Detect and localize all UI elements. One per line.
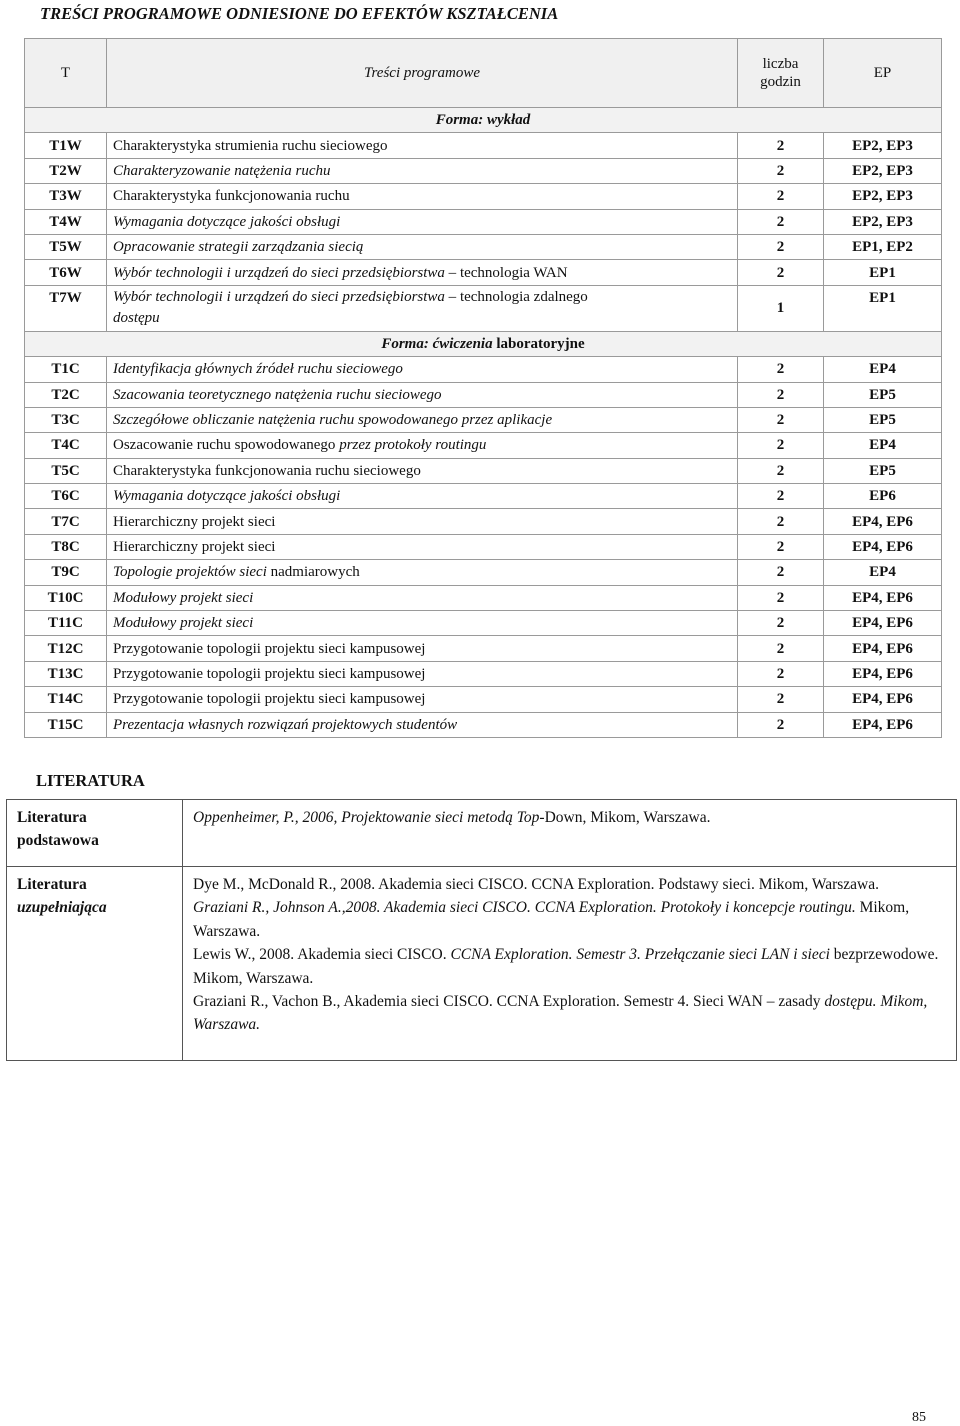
row-hours: 2	[738, 687, 824, 712]
literature-basic-row	[7, 800, 957, 867]
row-hours: 1	[738, 285, 824, 331]
row-text-part: technologia zdalnego	[459, 289, 588, 306]
table-row	[25, 133, 942, 158]
row-hours: 2	[738, 560, 824, 585]
row-hours: 2	[738, 234, 824, 259]
row-code: T7C	[25, 509, 107, 534]
row-ep: EP2, EP3	[824, 184, 942, 209]
literature-table	[6, 799, 957, 1061]
row-text: Charakterystyka funkcjonowania ruchu	[107, 184, 738, 209]
row-hours: 2	[738, 636, 824, 661]
row-text: Szacowania teoretycznego natężenia ruchu sieciowego	[107, 382, 738, 407]
row-code: T7W	[25, 285, 107, 331]
literature-extra-label	[7, 867, 183, 1061]
row-ep: EP6	[824, 484, 942, 509]
row-text: Hierarchiczny projekt sieci	[107, 534, 738, 559]
row-code: T14C	[25, 687, 107, 712]
row-text-part: Wybór technologii i urządzeń do sieci przedsiębiorstwa –	[113, 264, 460, 281]
row-text: Wymagania dotyczące jakości obsługi	[107, 209, 738, 234]
table-row	[25, 534, 942, 559]
table-row	[25, 234, 942, 259]
row-ep: EP4, EP6	[824, 636, 942, 661]
row-text: Modułowy projekt sieci	[107, 585, 738, 610]
literature-extra-item-2-b: Mikom, Warszawa.	[193, 899, 910, 940]
row-hours: 2	[738, 209, 824, 234]
table-row	[25, 687, 942, 712]
table-row	[25, 458, 942, 483]
row-hours: 2	[738, 158, 824, 183]
row-hours: 2	[738, 260, 824, 285]
table-row	[25, 209, 942, 234]
header-hours	[738, 39, 824, 108]
row-code: T12C	[25, 636, 107, 661]
row-ep: EP4, EP6	[824, 687, 942, 712]
row-text: Wymagania dotyczące jakości obsługi	[107, 484, 738, 509]
header-ep: EP	[824, 39, 942, 108]
literature-basic-text-b: -Down, Mikom, Warszawa.	[539, 809, 711, 826]
program-content-table	[24, 38, 942, 738]
row-ep: EP1	[824, 260, 942, 285]
row-code: T8C	[25, 534, 107, 559]
table-row	[25, 585, 942, 610]
literature-extra-label-2: uzupełniająca	[17, 899, 107, 917]
table-row	[25, 636, 942, 661]
table-row	[25, 382, 942, 407]
row-hours: 2	[738, 184, 824, 209]
row-ep: EP4, EP6	[824, 585, 942, 610]
literature-basic-content	[183, 800, 957, 867]
row-code: T11C	[25, 611, 107, 636]
row-ep: EP5	[824, 458, 942, 483]
header-hours-line1: liczba	[762, 56, 799, 72]
row-hours: 2	[738, 712, 824, 737]
literature-extra-item-4-b: dostępu. Mikom, Warszawa.	[193, 993, 928, 1034]
table-row	[25, 712, 942, 737]
row-ep: EP4	[824, 433, 942, 458]
row-text: Identyfikacja głównych źródeł ruchu sieciowego	[107, 357, 738, 382]
row-hours: 2	[738, 133, 824, 158]
form-lab-row	[25, 331, 942, 356]
row-text: Charakteryzowanie natężenia ruchu	[107, 158, 738, 183]
row-hours: 2	[738, 433, 824, 458]
table-row	[25, 407, 942, 432]
literature-extra-item-2	[193, 896, 946, 943]
row-code: T3W	[25, 184, 107, 209]
row-hours: 2	[738, 585, 824, 610]
row-code: T5W	[25, 234, 107, 259]
row-ep: EP2, EP3	[824, 158, 942, 183]
literature-basic-text-a: Oppenheimer, P., 2006, Projektowanie sieci metodą Top	[193, 809, 540, 826]
table-row	[25, 184, 942, 209]
row-text: Przygotowanie topologii projektu sieci kampusowej	[107, 636, 738, 661]
row-code: T2C	[25, 382, 107, 407]
row-text: Szczegółowe obliczanie natężenia ruchu spowodowanego przez aplikacje	[107, 407, 738, 432]
form-lecture-label: Forma: wykład	[25, 108, 942, 133]
row-hours: 2	[738, 382, 824, 407]
row-hours: 2	[738, 458, 824, 483]
row-hours: 2	[738, 357, 824, 382]
literature-title: LITERATURA	[36, 771, 145, 790]
header-code: T	[25, 39, 107, 108]
row-code: T9C	[25, 560, 107, 585]
row-hours: 2	[738, 509, 824, 534]
row-ep: EP1	[824, 285, 942, 331]
literature-extra-row	[7, 867, 957, 1061]
row-text: Modułowy projekt sieci	[107, 611, 738, 636]
row-ep: EP2, EP3	[824, 133, 942, 158]
literature-basic-label	[7, 800, 183, 867]
header-hours-line2: godzin	[760, 74, 801, 90]
table-row	[25, 285, 942, 331]
row-ep: EP4, EP6	[824, 661, 942, 686]
literature-extra-item-3-c: bezprzewodowe. Mikom, Warszawa.	[193, 946, 939, 987]
row-code: T4W	[25, 209, 107, 234]
row-code: T5C	[25, 458, 107, 483]
literature-extra-item-3-b: CCNA Exploration. Semestr 3. Przełączanie sieci LAN i sieci	[450, 946, 830, 964]
literature-extra-item-4-a: Graziani R., Vachon B., Akademia sieci CISCO. CCNA Exploration. Semestr 4. Sieci WAN – zasady	[193, 993, 825, 1011]
form-lab-label	[25, 331, 942, 356]
row-code: T4C	[25, 433, 107, 458]
row-text: Charakterystyka funkcjonowania ruchu sieciowego	[107, 458, 738, 483]
row-text: Przygotowanie topologii projektu sieci kampusowej	[107, 687, 738, 712]
row-code: T1W	[25, 133, 107, 158]
row-text: Hierarchiczny projekt sieci	[107, 509, 738, 534]
row-code: T13C	[25, 661, 107, 686]
row-code: T3C	[25, 407, 107, 432]
row-text: Przygotowanie topologii projektu sieci kampusowej	[107, 661, 738, 686]
literature-extra-item-1: Dye M., McDonald R., 2008. Akademia sieci CISCO. CCNA Exploration. Podstawy sieci. Mikom, Warszawa.	[193, 876, 879, 893]
literature-basic-label-2: podstawowa	[17, 832, 99, 850]
form-lab-label-b: laboratoryjne	[492, 335, 585, 352]
table-row	[25, 158, 942, 183]
literature-extra-label-1: Literatura	[17, 876, 87, 893]
row-text-part: dostępu	[113, 310, 160, 327]
row-text-part: Wybór technologii i urządzeń do sieci przedsiębiorstwa –	[113, 289, 460, 306]
row-text: Prezentacja własnych rozwiązań projektowych studentów	[107, 712, 738, 737]
table-header-row	[25, 39, 942, 108]
row-text-part: Oszacowanie ruchu spowodowanego	[113, 437, 340, 454]
row-ep: EP5	[824, 382, 942, 407]
row-text	[107, 285, 738, 331]
row-text: Opracowanie strategii zarządzania siecią	[107, 234, 738, 259]
row-code: T6W	[25, 260, 107, 285]
table-row	[25, 357, 942, 382]
row-ep: EP2, EP3	[824, 209, 942, 234]
literature-extra-content	[183, 867, 957, 1061]
row-text	[107, 560, 738, 585]
table-row	[25, 484, 942, 509]
row-hours: 2	[738, 534, 824, 559]
table-row	[25, 260, 942, 285]
literature-extra-item-3	[193, 943, 946, 990]
table-row	[25, 433, 942, 458]
row-text-part: technologia WAN	[459, 264, 568, 281]
literature-basic-label-1: Literatura	[17, 809, 87, 826]
row-ep: EP5	[824, 407, 942, 432]
table-row	[25, 661, 942, 686]
row-text-part: przez protokoły routingu	[339, 437, 487, 454]
row-hours: 2	[738, 484, 824, 509]
row-hours: 2	[738, 407, 824, 432]
row-ep: EP4, EP6	[824, 509, 942, 534]
table-row	[25, 560, 942, 585]
row-text	[107, 433, 738, 458]
row-code: T1C	[25, 357, 107, 382]
row-hours: 2	[738, 611, 824, 636]
section-title: TREŚCI PROGRAMOWE ODNIESIONE DO EFEKTÓW KSZTAŁCENIA	[40, 4, 559, 23]
row-ep: EP4, EP6	[824, 611, 942, 636]
table-row	[25, 611, 942, 636]
table-row	[25, 509, 942, 534]
row-ep: EP4, EP6	[824, 534, 942, 559]
row-hours: 2	[738, 661, 824, 686]
row-code: T6C	[25, 484, 107, 509]
header-content: Treści programowe	[107, 39, 738, 108]
literature-extra-item-4	[193, 990, 946, 1037]
row-ep: EP1, EP2	[824, 234, 942, 259]
row-ep: EP4	[824, 357, 942, 382]
row-text-part: nadmiarowych	[270, 564, 360, 581]
form-lecture-row	[25, 108, 942, 133]
row-code: T2W	[25, 158, 107, 183]
row-text	[107, 260, 738, 285]
row-ep: EP4	[824, 560, 942, 585]
literature-extra-item-2-a: Graziani R., Johnson A.,2008. Akademia sieci CISCO. CCNA Exploration. Protokoły i koncepcje routingu.	[193, 899, 860, 917]
row-code: T10C	[25, 585, 107, 610]
row-ep: EP4, EP6	[824, 712, 942, 737]
page-number: 85	[912, 1410, 926, 1425]
row-text: Charakterystyka strumienia ruchu sieciowego	[107, 133, 738, 158]
row-text-part: Topologie projektów sieci	[113, 564, 271, 581]
row-code: T15C	[25, 712, 107, 737]
literature-extra-item-3-a: Lewis W., 2008. Akademia sieci CISCO.	[193, 946, 451, 964]
form-lab-label-a: Forma: ćwiczenia	[381, 335, 493, 352]
